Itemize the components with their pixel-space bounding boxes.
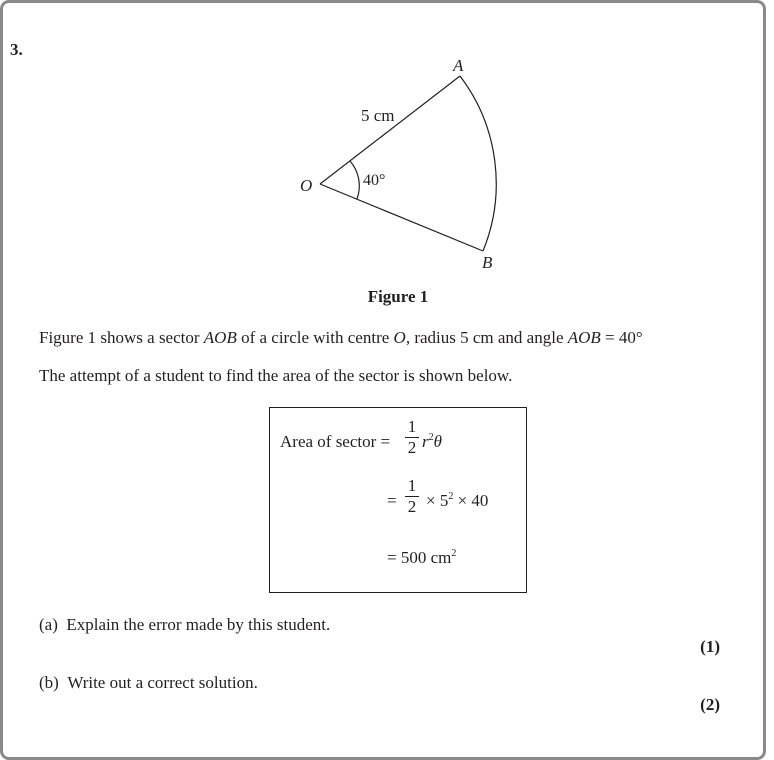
area-label: Area of sector =	[280, 432, 391, 451]
part-b-text: Write out a correct solution.	[67, 673, 258, 692]
exponent: 2	[428, 432, 434, 443]
text-run: , radius 5 cm and angle	[405, 328, 568, 347]
equals-sign: =	[387, 491, 397, 510]
sector-figure	[0, 0, 774, 300]
substitution	[426, 491, 488, 511]
part-b	[39, 673, 258, 693]
radius-OB	[320, 184, 483, 251]
text-run: of a circle with centre	[236, 328, 394, 347]
times-forty: × 40	[457, 491, 489, 510]
part-a	[39, 615, 330, 635]
formula-r2theta	[422, 432, 442, 452]
text-run: AOB	[567, 328, 601, 347]
angle-arc	[350, 161, 359, 199]
label-O: O	[300, 176, 313, 195]
exponent: 2	[448, 491, 454, 502]
frac-num: 1	[407, 417, 417, 436]
figure-caption: Figure 1	[367, 287, 429, 306]
label-A: A	[453, 56, 464, 75]
part-a-text: Explain the error made by this student.	[66, 615, 331, 634]
exponent: 2	[451, 548, 457, 559]
half-fraction-1	[405, 418, 419, 456]
text-run: AOB	[203, 328, 237, 347]
radius-OA	[320, 76, 460, 184]
question-number: 3.	[10, 40, 23, 59]
attempt-paragraph: The attempt of a student to find the area of the sector is shown below.	[39, 366, 513, 385]
frac-num: 1	[407, 476, 417, 495]
part-a-marks: (1)	[700, 637, 720, 656]
half-fraction-2	[405, 477, 419, 515]
text-run: Figure 1 shows a sector	[39, 328, 204, 347]
frac-den: 2	[407, 497, 417, 516]
part-a-label: (a)	[39, 615, 58, 634]
result-value: = 500 cm	[387, 548, 452, 567]
frac-den: 2	[407, 438, 417, 457]
angle-label: 40°	[363, 172, 386, 189]
times-five: × 5	[426, 491, 449, 510]
intro-paragraph	[39, 328, 643, 348]
part-b-label: (b)	[39, 673, 59, 692]
arc-AB	[460, 76, 496, 251]
text-run: = 40°	[600, 328, 643, 347]
text-run: O	[393, 328, 406, 347]
label-B: B	[482, 253, 493, 272]
result-line	[387, 548, 456, 568]
r-var: r	[422, 432, 429, 451]
student-working-box	[269, 407, 527, 593]
radius-label: 5 cm	[361, 106, 395, 125]
theta-var: θ	[433, 432, 442, 451]
part-b-marks: (2)	[700, 695, 720, 714]
